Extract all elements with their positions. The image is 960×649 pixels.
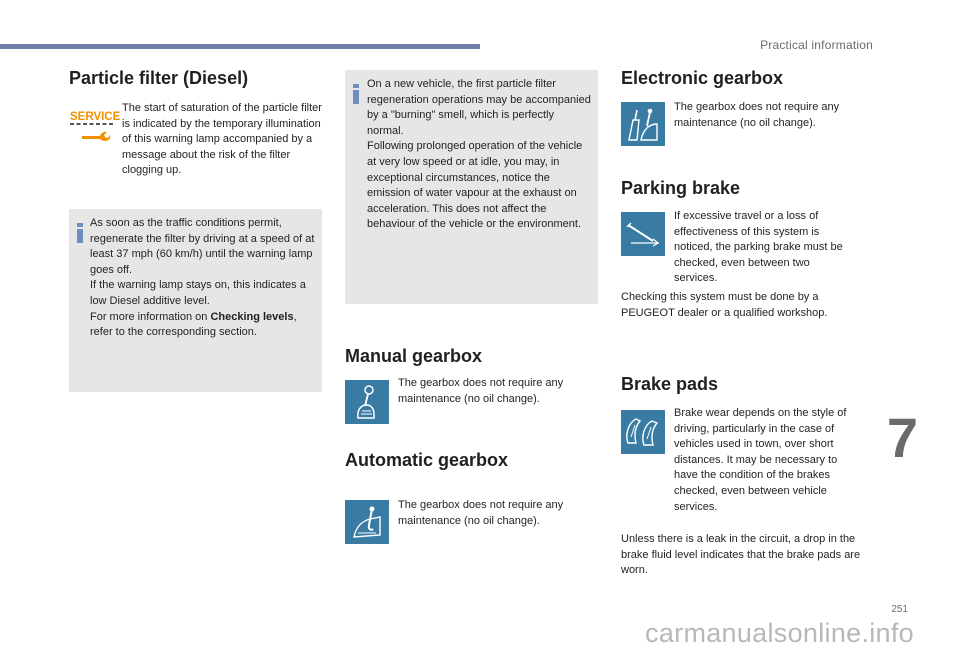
manual-gearbox-text: The gearbox does not require any maintenance (no oil change). [398,377,564,405]
brake-pads-title: Brake pads [621,374,719,394]
parking-brake-followup: Checking this system must be done by a PEUGEOT dealer or a qualified workshop. [621,291,828,319]
header-rule [0,44,480,49]
section-title: Practical information [760,38,873,52]
watermark: carmanualsonline.info [645,618,914,648]
brake-pads-text: Brake wear depends on the style of driving, particularly in the case of vehicles used in town, over short distances. It may be necessary to have the condition of the brakes checked, even between vehicle services. [674,407,847,513]
new-vehicle-note-box [345,70,598,304]
note-line-water-vapour: Following prolonged operation of the vehicle at very low speed or at idle, you may, in exceptional circumstances, notice the emission of water vapour at the exhaust on acceleration. This does not affect the behaviour of the vehicle or the environment. [367,140,583,231]
brake-pads-icon [621,410,665,454]
particle-filter-note [90,216,320,341]
service-icon-label: SERVICE [70,111,121,123]
particle-filter-title: Particle filter (Diesel) [69,68,249,88]
parking-brake-text: If excessive travel or a loss of effectiveness of this system is noticed, the parking brake must be checked, even between two services. [674,210,843,285]
info-icon [353,84,359,104]
note-line-low-additive: If the warning lamp stays on, this indicates a low Diesel additive level. [90,279,306,307]
particle-filter-intro: The start of saturation of the particle filter is indicated by the temporary illumination of this warning lamp accompanied by a message about the risk of the filter clogging up. [122,102,322,177]
automatic-gearbox-title: Automatic gearbox [345,450,509,470]
brake-pads-followup: Unless there is a leak in the circuit, a drop in the brake fluid level indicates that the brake pads are worn. [621,533,861,577]
new-vehicle-note [367,77,593,233]
electronic-gearbox-title: Electronic gearbox [621,68,784,88]
note-line-regenerate: As soon as the traffic conditions permit, regenerate the filter by driving at a speed of at least 37 mph (60 km/h) until the warning lamp goes off. [90,217,315,276]
electronic-gearbox-icon [621,102,665,146]
note-line-burning-smell: On a new vehicle, the first particle filter regeneration operations may be accompanied by a "burning" smell, which is perfectly normal. [367,78,591,137]
parking-brake-title: Parking brake [621,178,741,198]
automatic-gearbox-icon [345,500,389,544]
electronic-gearbox-text: The gearbox does not require any maintenance (no oil change). [674,101,840,129]
note-line-more-info: For more information on Checking levels, refer to the corresponding section. [90,310,297,339]
service-warning-icon [70,108,121,144]
particle-filter-note-box [69,209,322,392]
info-icon [77,223,83,243]
automatic-gearbox-text: The gearbox does not require any maintenance (no oil change). [398,499,564,527]
manual-gearbox-title: Manual gearbox [345,346,483,366]
page-number: 251 [891,604,908,615]
manual-gearbox-icon [345,380,389,424]
checking-levels-link: Checking levels [210,310,294,323]
chapter-number: 7 [886,406,918,469]
parking-brake-icon [621,212,665,256]
